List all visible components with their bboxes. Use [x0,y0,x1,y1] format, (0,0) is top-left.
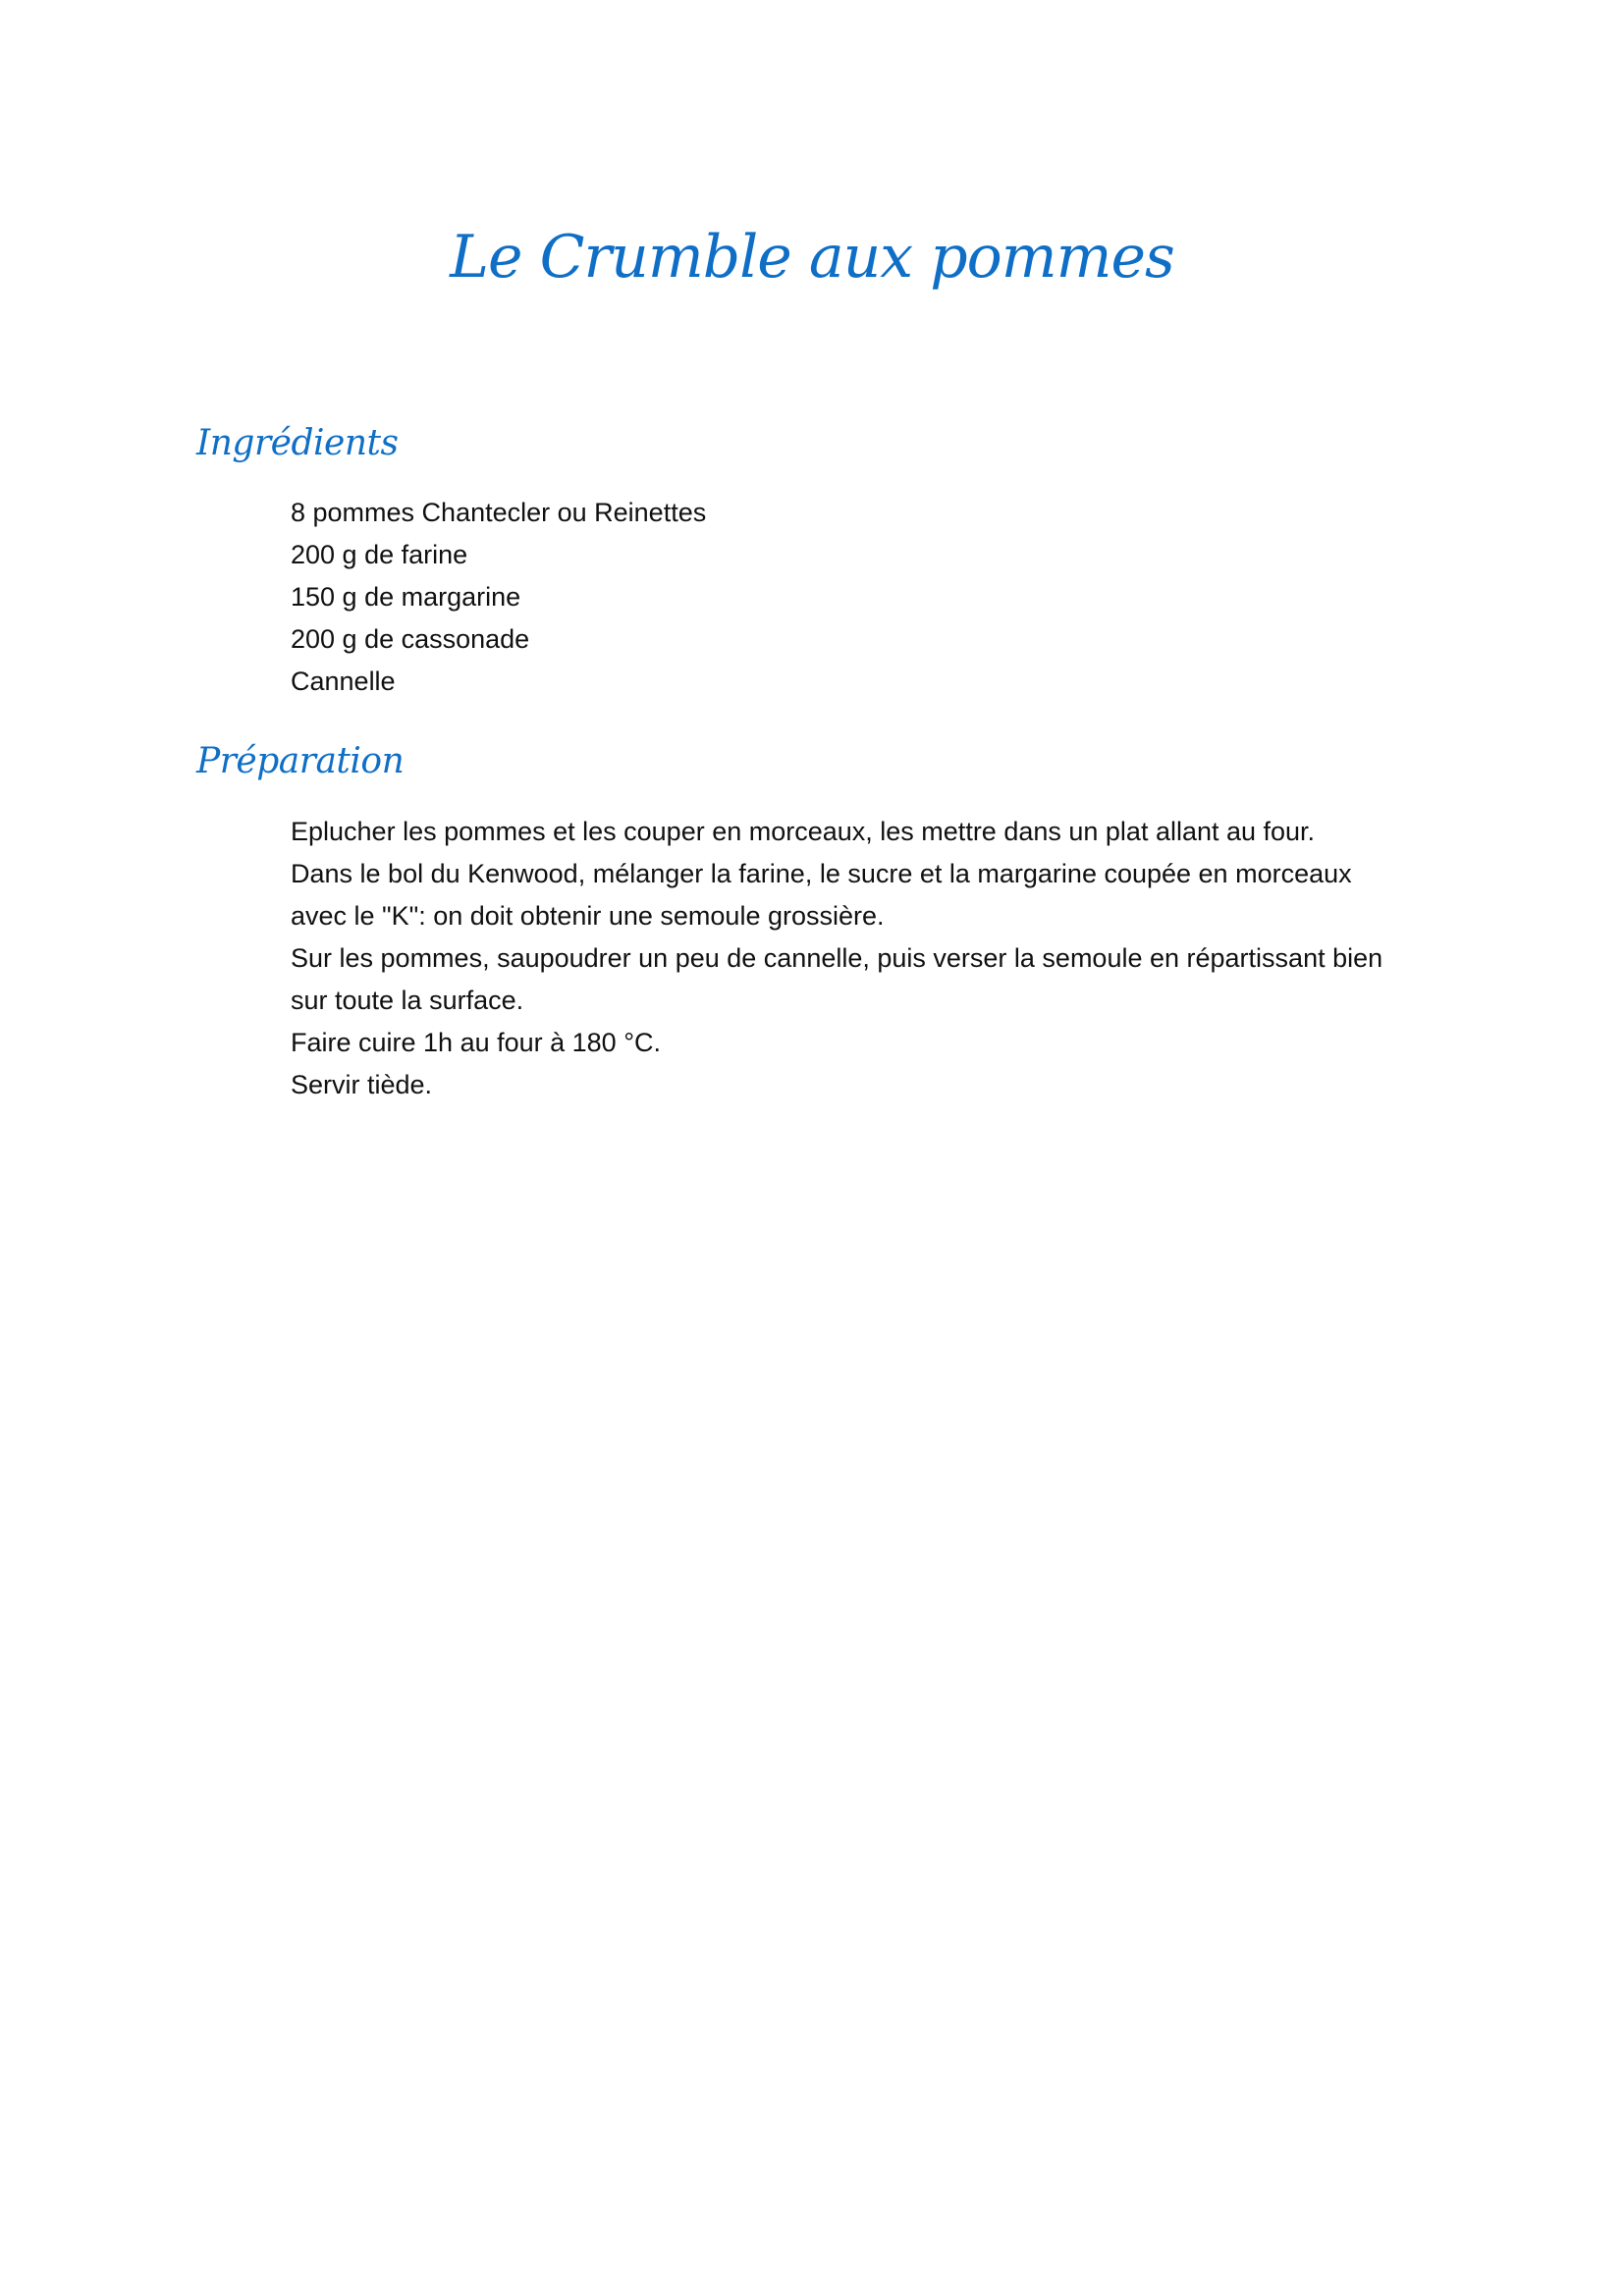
preparation-heading: Préparation [196,741,405,781]
ingredient-item: 8 pommes Chantecler ou Reinettes [291,498,707,527]
preparation-line: Servir tiède. [291,1070,433,1099]
preparation-line: Dans le bol du Kenwood, mélanger la farine, le sucre et la margarine coupée en morceaux [291,859,1352,888]
ingredient-item: Cannelle [291,667,396,696]
page-title: Le Crumble aux pommes [450,223,1174,292]
ingredient-item: 150 g de margarine [291,582,521,612]
preparation-line: Faire cuire 1h au four à 180 °C. [291,1028,661,1057]
ingredients-heading: Ingrédients [196,423,399,463]
ingredient-item: 200 g de cassonade [291,624,530,654]
preparation-line: Sur les pommes, saupoudrer un peu de cannelle, puis verser la semoule en répartissant bien [291,943,1383,973]
preparation-steps [291,811,1449,1106]
preparation-line: sur toute la surface. [291,986,524,1015]
preparation-line: Eplucher les pommes et les couper en morceaux, les mettre dans un plat allant au four. [291,817,1316,846]
ingredient-item: 200 g de farine [291,540,468,569]
preparation-line: avec le "K": on doit obtenir une semoule grossière. [291,901,885,931]
ingredients-list [291,492,1449,703]
